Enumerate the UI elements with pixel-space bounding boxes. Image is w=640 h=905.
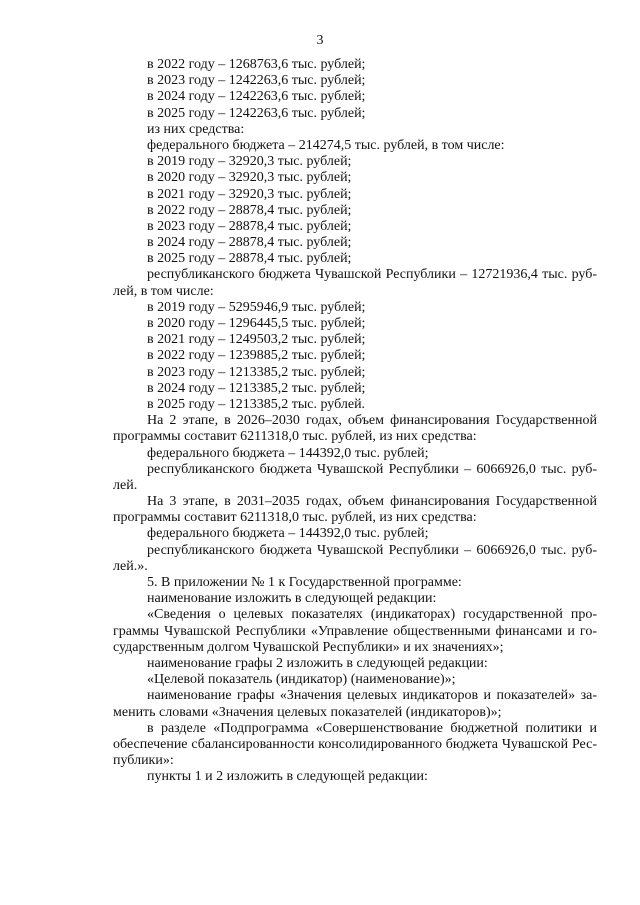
text-line: в 2020 году – 32920,3 тыс. рублей; — [147, 170, 352, 186]
text-line: наименование графы 2 изложить в следующей редакции: — [147, 655, 488, 671]
text-line: в 2023 году – 1242263,6 тыс. рублей; — [147, 73, 366, 89]
text-line: в 2024 году – 1213385,2 тыс. рублей; — [147, 380, 366, 396]
page-number: 3 — [316, 33, 324, 48]
text-line: 5. В приложении № 1 к Государственной программе: — [147, 575, 462, 590]
text-line: в 2022 году – 28878,4 тыс. рублей; — [147, 202, 352, 218]
text-line: в 2022 году – 1268763,6 тыс. рублей; — [147, 57, 366, 72]
text-line: «Сведения о целевых показателях (индикаторах) государственной про- — [147, 607, 597, 623]
text-line: федерального бюджета – 214274,5 тыс. рублей, в том числе: — [147, 137, 505, 153]
text-line: в 2025 году – 1242263,6 тыс. рублей; — [147, 105, 366, 121]
document-body — [113, 57, 597, 785]
text-line: в 2022 году – 1239885,2 тыс. рублей; — [147, 348, 366, 364]
text-line: в 2019 году – 5295946,9 тыс. рублей; — [147, 299, 366, 315]
text-line: сударственным долгом Чувашской Республики» и их значениях»; — [113, 639, 504, 655]
text-line: в 2023 году – 28878,4 тыс. рублей; — [147, 218, 352, 234]
text-line: программы составит 6211318,0 тыс. рублей, из них средства: — [113, 429, 477, 445]
text-line: республиканского бюджета Чувашской Республики – 6066926,0 тыс. руб- — [147, 461, 597, 477]
text-line: республиканского бюджета Чувашской Республики – 12721936,4 тыс. руб- — [147, 267, 597, 283]
text-line: лей. — [113, 477, 138, 493]
text-line: в 2019 году – 32920,3 тыс. рублей; — [147, 154, 352, 170]
text-line: в 2021 году – 1249503,2 тыс. рублей; — [147, 332, 366, 348]
text-line: менить словами «Значения целевых показателей (индикаторов)»; — [113, 704, 502, 720]
text-line: в разделе «Подпрограмма «Совершенствование бюджетной политики и — [147, 720, 597, 736]
text-line: пункты 1 и 2 изложить в следующей редакции: — [147, 769, 428, 785]
text-line: лей, в том числе: — [113, 283, 214, 299]
text-line: публики»: — [113, 753, 174, 769]
text-line: в 2025 году – 1213385,2 тыс. рублей. — [147, 396, 366, 412]
text-line: федерального бюджета – 144392,0 тыс. рублей; — [147, 526, 429, 542]
text-line: наименование изложить в следующей редакции: — [147, 591, 437, 607]
text-line: федерального бюджета – 144392,0 тыс. рублей; — [147, 445, 429, 461]
text-line: в 2023 году – 1213385,2 тыс. рублей; — [147, 364, 366, 380]
text-line: «Целевой показатель (индикатор) (наименование)»; — [147, 672, 456, 688]
text-line: На 3 этапе, в 2031–2035 годах, объем финансирования Государственной — [147, 494, 597, 510]
text-line: программы составит 6211318,0 тыс. рублей, из них средства: — [113, 510, 477, 526]
text-line: в 2025 году – 28878,4 тыс. рублей; — [147, 251, 352, 267]
text-line: из них средства: — [147, 121, 245, 137]
text-line: в 2021 году – 32920,3 тыс. рублей; — [147, 186, 352, 202]
text-line: На 2 этапе, в 2026–2030 годах, объем финансирования Государственной — [147, 413, 597, 429]
text-line: в 2020 году – 1296445,5 тыс. рублей; — [147, 316, 366, 331]
text-line: республиканского бюджета Чувашской Республики – 6066926,0 тыс. руб- — [147, 542, 597, 558]
text-line: наименование графы «Значения целевых индикаторов и показателей» за- — [147, 688, 597, 704]
text-line: в 2024 году – 1242263,6 тыс. рублей; — [147, 89, 366, 105]
text-line: в 2024 году – 28878,4 тыс. рублей; — [147, 235, 352, 251]
text-line: лей.». — [113, 558, 148, 574]
text-line: граммы Чувашской Республики «Управление общественными финансами и го- — [113, 623, 597, 639]
text-line: обеспечение сбалансированности консолидированного бюджета Чувашской Рес- — [113, 736, 597, 752]
